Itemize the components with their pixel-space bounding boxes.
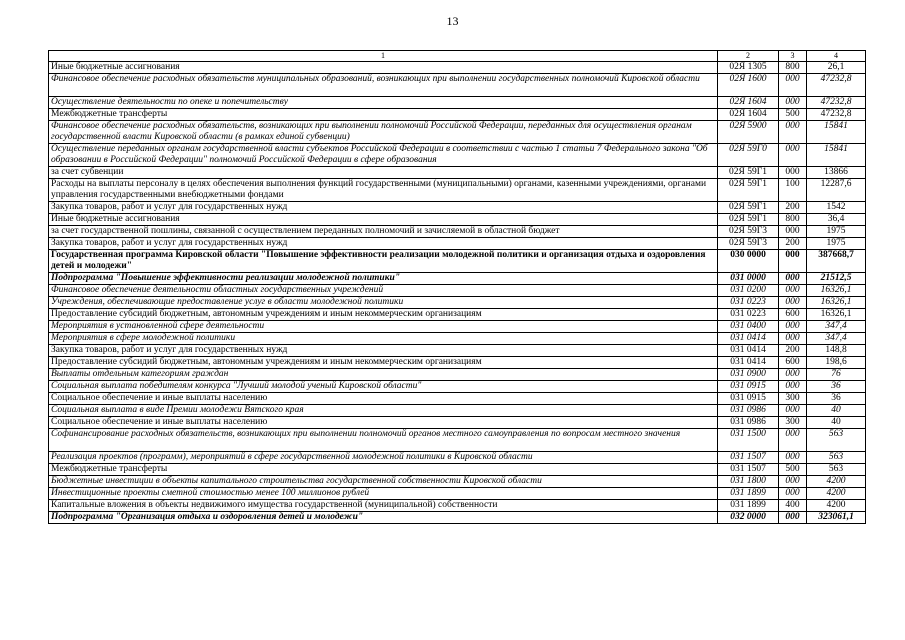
table-row [49, 452, 866, 464]
table-row [49, 417, 866, 429]
expense-name-cell: Иные бюджетные ассигнования [49, 62, 718, 74]
expense-name-cell: Реализация проектов (программ), мероприятий в сфере государственной молодежной политики в Кировской области [49, 452, 718, 464]
amount-cell: 1542 [807, 202, 866, 214]
target-code-cell: 031 0223 [718, 297, 779, 309]
target-code-cell: 02Я 1305 [718, 62, 779, 74]
expense-name-cell: за счет субвенции [49, 167, 718, 179]
table-row [49, 345, 866, 357]
target-code-cell: 031 0200 [718, 285, 779, 297]
expense-type-cell: 000 [779, 74, 807, 97]
table-row [49, 321, 866, 333]
amount-cell: 36 [807, 381, 866, 393]
target-code-cell: 02Я 59Г0 [718, 144, 779, 167]
budget-table [48, 50, 866, 524]
expense-name-cell: Иные бюджетные ассигнования [49, 214, 718, 226]
amount-cell: 15841 [807, 121, 866, 144]
expense-type-cell: 000 [779, 512, 807, 524]
amount-cell: 40 [807, 417, 866, 429]
expense-name-cell: Социальное обеспечение и иные выплаты населению [49, 393, 718, 405]
expense-type-cell: 000 [779, 144, 807, 167]
column-number-row [49, 51, 866, 62]
expense-name-cell: Софинансирование расходных обязательств, возникающих при выполнении полномочий органов местного самоуправления по вопросам местного значения [49, 429, 718, 452]
target-code-cell: 02Я 5900 [718, 121, 779, 144]
table-row [49, 144, 866, 167]
table-row [49, 238, 866, 250]
target-code-cell: 02Я 1600 [718, 74, 779, 97]
column-number-1: 1 [49, 51, 718, 62]
budget-table-body [49, 51, 866, 524]
target-code-cell: 031 1500 [718, 429, 779, 452]
expense-name-cell: Мероприятия в сфере молодежной политики [49, 333, 718, 345]
target-code-cell: 031 0915 [718, 381, 779, 393]
expense-type-cell: 400 [779, 500, 807, 512]
amount-cell: 563 [807, 464, 866, 476]
expense-type-cell: 000 [779, 297, 807, 309]
table-row [49, 381, 866, 393]
expense-type-cell: 000 [779, 333, 807, 345]
table-row [49, 214, 866, 226]
amount-cell: 1975 [807, 238, 866, 250]
target-code-cell: 031 0414 [718, 357, 779, 369]
expense-type-cell: 600 [779, 309, 807, 321]
target-code-cell: 02Я 1604 [718, 97, 779, 109]
expense-type-cell: 000 [779, 405, 807, 417]
target-code-cell: 031 0986 [718, 405, 779, 417]
expense-type-cell: 000 [779, 273, 807, 285]
column-number-4: 4 [807, 51, 866, 62]
expense-type-cell: 000 [779, 97, 807, 109]
expense-name-cell: Закупка товаров, работ и услуг для государственных нужд [49, 345, 718, 357]
target-code-cell: 031 0915 [718, 393, 779, 405]
expense-type-cell: 600 [779, 357, 807, 369]
target-code-cell: 031 0900 [718, 369, 779, 381]
amount-cell: 148,8 [807, 345, 866, 357]
expense-type-cell: 200 [779, 202, 807, 214]
target-code-cell: 02Я 59Г3 [718, 238, 779, 250]
target-code-cell: 031 0414 [718, 345, 779, 357]
expense-name-cell: Государственная программа Кировской области "Повышение эффективности реализации молодежной политики и организация отдыха и оздоровления детей и молодежи" [49, 250, 718, 273]
amount-cell: 198,6 [807, 357, 866, 369]
target-code-cell: 031 0000 [718, 273, 779, 285]
expense-type-cell: 000 [779, 452, 807, 464]
table-row [49, 285, 866, 297]
table-row [49, 512, 866, 524]
expense-type-cell: 300 [779, 417, 807, 429]
table-row [49, 500, 866, 512]
target-code-cell: 031 0414 [718, 333, 779, 345]
amount-cell: 563 [807, 429, 866, 452]
expense-name-cell: Финансовое обеспечение деятельности областных государственных учреждений [49, 285, 718, 297]
expense-name-cell: Закупка товаров, работ и услуг для государственных нужд [49, 238, 718, 250]
amount-cell: 323061,1 [807, 512, 866, 524]
expense-name-cell: Межбюджетные трансферты [49, 109, 718, 121]
target-code-cell: 032 0000 [718, 512, 779, 524]
amount-cell: 347,4 [807, 321, 866, 333]
expense-type-cell: 300 [779, 393, 807, 405]
expense-name-cell: Предоставление субсидий бюджетным, автономным учреждениям и иным некоммерческим организациям [49, 357, 718, 369]
expense-type-cell: 000 [779, 226, 807, 238]
expense-name-cell: Учреждения, обеспечивающие предоставление услуг в области молодежной политики [49, 297, 718, 309]
table-row [49, 202, 866, 214]
target-code-cell: 031 1507 [718, 464, 779, 476]
expense-type-cell: 800 [779, 62, 807, 74]
expense-name-cell: Финансовое обеспечение расходных обязательств муниципальных образований, возникающих при выполнении государственных полномочий Кировской области [49, 74, 718, 97]
expense-type-cell: 000 [779, 488, 807, 500]
expense-name-cell: Социальная выплата в виде Премии молодежи Вятского края [49, 405, 718, 417]
expense-name-cell: Подпрограмма "Повышение эффективности реализации молодежной политики" [49, 273, 718, 285]
expense-name-cell: Расходы на выплаты персоналу в целях обеспечения выполнения функций государственными (муниципальными) органами, казенными учреждениями, органами управления государственными внебюджетными фондами [49, 179, 718, 202]
expense-name-cell: Выплаты отдельным категориям граждан [49, 369, 718, 381]
target-code-cell: 031 0400 [718, 321, 779, 333]
expense-type-cell: 500 [779, 109, 807, 121]
table-row [49, 309, 866, 321]
target-code-cell: 02Я 59Г1 [718, 214, 779, 226]
expense-name-cell: Осуществление переданных органам государственной власти субъектов Российской Федерации в соответствии с частью 1 статьи 7 Федерального закона "Об образовании в Российской Федерации" полномочий Российской Федерации в сфере образования [49, 144, 718, 167]
table-row [49, 357, 866, 369]
amount-cell: 347,4 [807, 333, 866, 345]
expense-type-cell: 000 [779, 381, 807, 393]
amount-cell: 12287,6 [807, 179, 866, 202]
amount-cell: 26,1 [807, 62, 866, 74]
table-row [49, 464, 866, 476]
target-code-cell: 031 1899 [718, 488, 779, 500]
expense-name-cell: за счет государственной пошлины, связанной с осуществлением переданных полномочий и зачисляемой в областной бюджет [49, 226, 718, 238]
amount-cell: 1975 [807, 226, 866, 238]
target-code-cell: 02Я 59Г1 [718, 179, 779, 202]
column-number-3: 3 [779, 51, 807, 62]
table-row [49, 97, 866, 109]
amount-cell: 4200 [807, 476, 866, 488]
table-row [49, 297, 866, 309]
page-number: 13 [446, 14, 459, 28]
amount-cell: 563 [807, 452, 866, 464]
expense-name-cell: Межбюджетные трансферты [49, 464, 718, 476]
amount-cell: 36 [807, 393, 866, 405]
amount-cell: 16326,1 [807, 297, 866, 309]
amount-cell: 76 [807, 369, 866, 381]
expense-name-cell: Социальное обеспечение и иные выплаты населению [49, 417, 718, 429]
amount-cell: 16326,1 [807, 309, 866, 321]
amount-cell: 36,4 [807, 214, 866, 226]
expense-name-cell: Подпрограмма "Организация отдыха и оздоровления детей и молодежи" [49, 512, 718, 524]
expense-type-cell: 000 [779, 476, 807, 488]
table-row [49, 488, 866, 500]
expense-type-cell: 000 [779, 429, 807, 452]
table-row [49, 405, 866, 417]
expense-type-cell: 000 [779, 250, 807, 273]
amount-cell: 21512,5 [807, 273, 866, 285]
target-code-cell: 02Я 1604 [718, 109, 779, 121]
expense-name-cell: Социальная выплата победителям конкурса "Лучший молодой ученый Кировской области" [49, 381, 718, 393]
table-row [49, 250, 866, 273]
target-code-cell: 031 1800 [718, 476, 779, 488]
table-row [49, 167, 866, 179]
table-row [49, 74, 866, 97]
expense-type-cell: 000 [779, 121, 807, 144]
expense-type-cell: 200 [779, 238, 807, 250]
expense-name-cell: Осуществление деятельности по опеке и попечительству [49, 97, 718, 109]
table-row [49, 333, 866, 345]
table-row [49, 429, 866, 452]
table-row [49, 393, 866, 405]
target-code-cell: 031 1507 [718, 452, 779, 464]
amount-cell: 47232,8 [807, 74, 866, 97]
amount-cell: 4200 [807, 488, 866, 500]
target-code-cell: 031 0223 [718, 309, 779, 321]
target-code-cell: 031 0986 [718, 417, 779, 429]
expense-type-cell: 000 [779, 321, 807, 333]
expense-type-cell: 200 [779, 345, 807, 357]
table-row [49, 109, 866, 121]
table-row [49, 476, 866, 488]
amount-cell: 13866 [807, 167, 866, 179]
target-code-cell: 030 0000 [718, 250, 779, 273]
amount-cell: 40 [807, 405, 866, 417]
table-row [49, 179, 866, 202]
expense-type-cell: 000 [779, 369, 807, 381]
expense-name-cell: Инвестиционные проекты сметной стоимостью менее 100 миллионов рублей [49, 488, 718, 500]
target-code-cell: 02Я 59Г1 [718, 202, 779, 214]
expense-name-cell: Закупка товаров, работ и услуг для государственных нужд [49, 202, 718, 214]
expense-name-cell: Капитальные вложения в объекты недвижимого имущества государственной (муниципальной) собственности [49, 500, 718, 512]
expense-type-cell: 000 [779, 285, 807, 297]
target-code-cell: 02Я 59Г3 [718, 226, 779, 238]
amount-cell: 47232,8 [807, 109, 866, 121]
expense-name-cell: Мероприятия в установленной сфере деятельности [49, 321, 718, 333]
expense-type-cell: 800 [779, 214, 807, 226]
table-row [49, 62, 866, 74]
target-code-cell: 031 1899 [718, 500, 779, 512]
table-row [49, 226, 866, 238]
amount-cell: 16326,1 [807, 285, 866, 297]
expense-name-cell: Предоставление субсидий бюджетным, автономным учреждениям и иным некоммерческим организациям [49, 309, 718, 321]
column-number-2: 2 [718, 51, 779, 62]
amount-cell: 15841 [807, 144, 866, 167]
target-code-cell: 02Я 59Г1 [718, 167, 779, 179]
expense-type-cell: 100 [779, 179, 807, 202]
amount-cell: 4200 [807, 500, 866, 512]
table-row [49, 369, 866, 381]
amount-cell: 47232,8 [807, 97, 866, 109]
amount-cell: 387668,7 [807, 250, 866, 273]
expense-name-cell: Финансовое обеспечение расходных обязательств, возникающих при выполнении полномочий Российской Федерации, переданных для осуществления органам государственной власти Кировской области (в рамках единой субвенции) [49, 121, 718, 144]
expense-type-cell: 000 [779, 167, 807, 179]
table-row [49, 273, 866, 285]
table-row [49, 121, 866, 144]
expense-name-cell: Бюджетные инвестиции в объекты капитального строительства государственной собственности Кировской области [49, 476, 718, 488]
expense-type-cell: 500 [779, 464, 807, 476]
